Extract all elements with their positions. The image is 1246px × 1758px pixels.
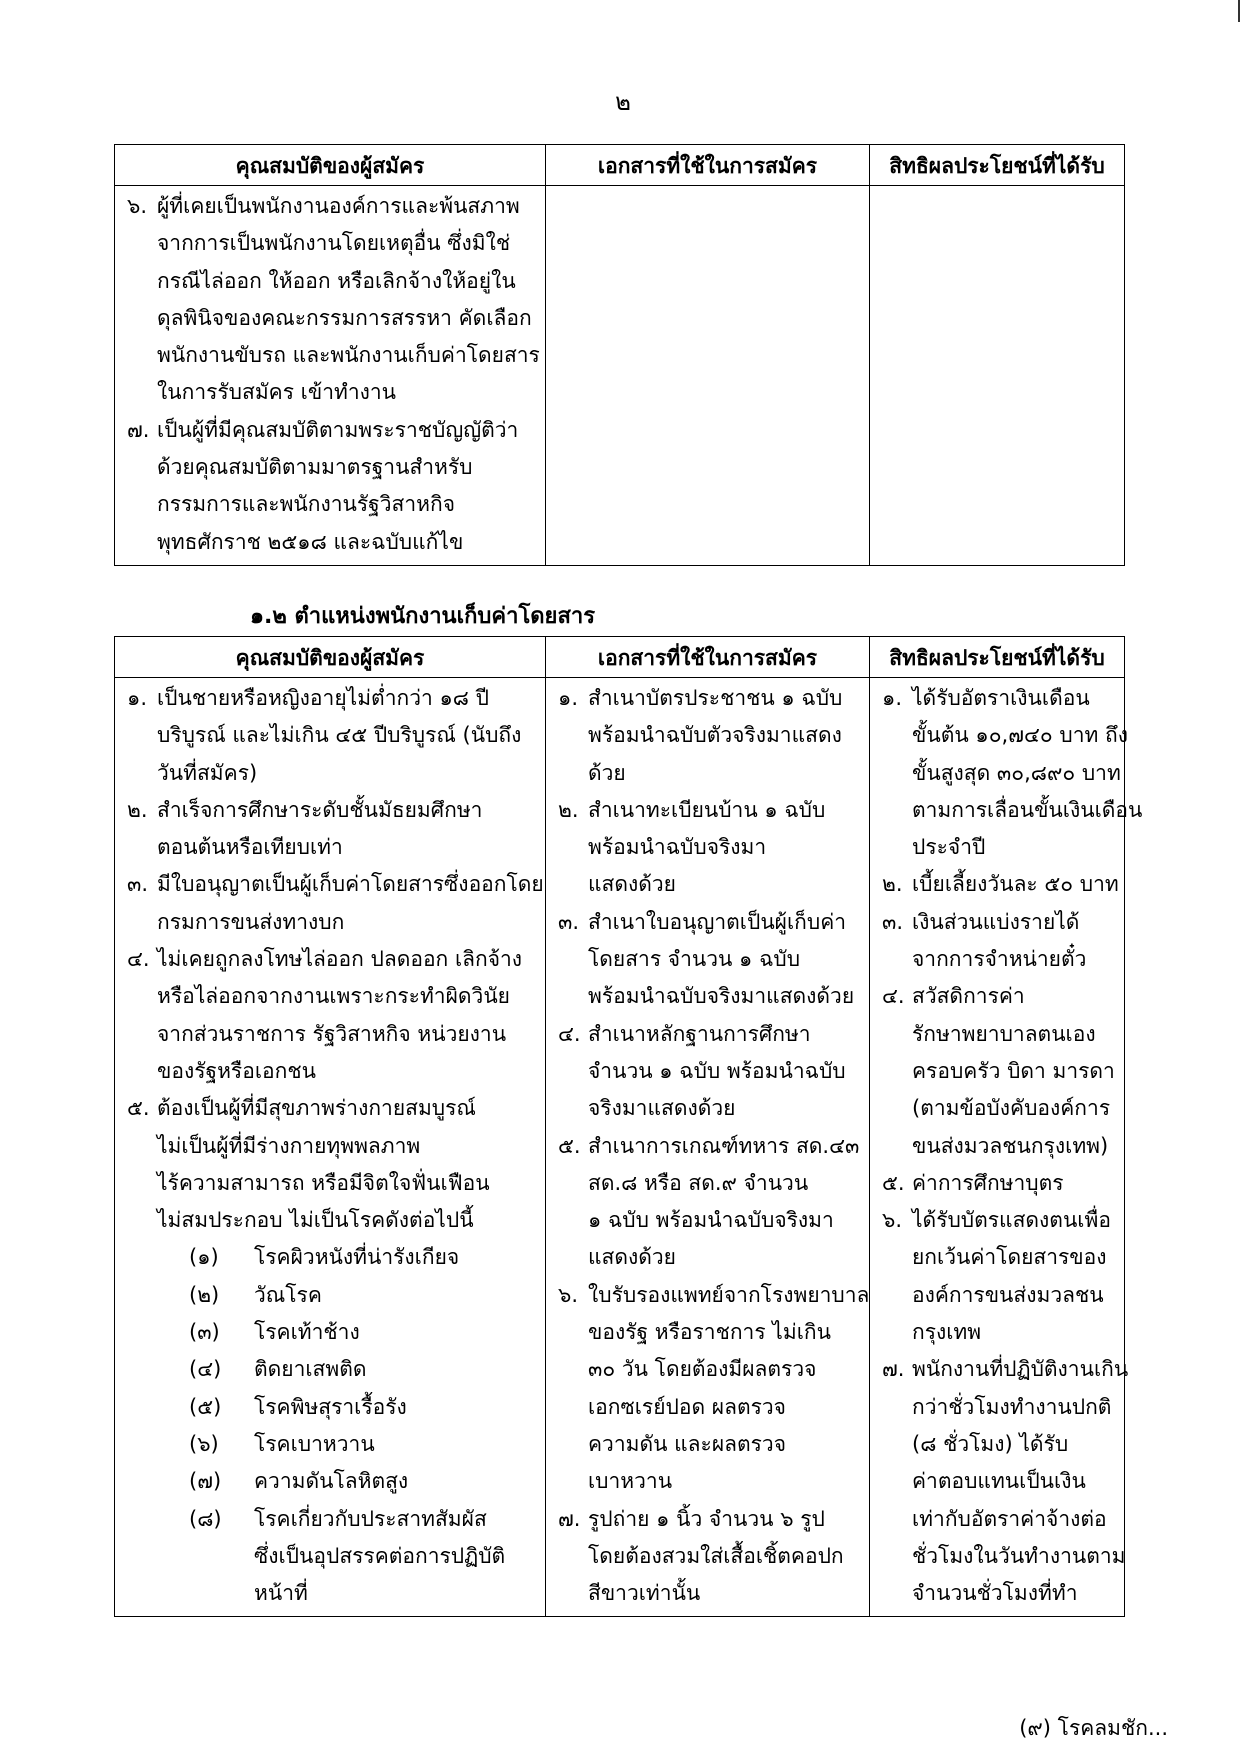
header-qualifications: คุณสมบัติของผู้สมัคร (115, 637, 546, 678)
item-text-continued: ไม่สมประกอบ ไม่เป็นโรคดังต่อไปนี้ (157, 1208, 474, 1233)
item-text-continued: พนักงานขับรถ และพนักงานเก็บค่าโดยสาร (157, 343, 540, 368)
item-text-continued: บริบูรณ์ และไม่เกิน ๔๕ ปีบริบูรณ์ (นับถึง (157, 723, 522, 748)
documents-cell (546, 678, 869, 1616)
qualifications-cell (115, 678, 545, 1616)
item-text-continued: ชั่วโมงในวันทำงานตาม (912, 1543, 1126, 1568)
disease-text: โรคเท้าช้าง (254, 1320, 360, 1345)
disease-item (127, 1538, 537, 1575)
item-text-continued: (๘ ชั่วโมง) ได้รับ (912, 1431, 1069, 1456)
item-text-continued: องค์การขนส่งมวลชน (912, 1282, 1104, 1307)
item-text-continued: ในการรับสมัคร เข้าทำงาน (157, 380, 397, 405)
item-text: ได้รับอัตราเงินเดือน (912, 686, 1090, 710)
list-item (558, 1501, 861, 1538)
header-benefits: สิทธิผลประโยชน์ที่ได้รับ (870, 145, 1125, 186)
qualifications-table-continued (114, 144, 1125, 566)
item-text-continued: ตอนต้นหรือเทียบเท่า (157, 835, 343, 860)
item-text-continued: รักษาพยาบาลตนเอง (912, 1021, 1096, 1046)
item-text: ผู้ที่เคยเป็นพนักงานองค์การและพ้นสภาพ (157, 194, 520, 218)
item-text-continued: สด.๘ หรือ สด.๙ จำนวน (588, 1170, 809, 1195)
item-text-continued: วันที่สมัคร) (157, 760, 258, 785)
page-number: ๒ (615, 88, 631, 116)
item-number: ๖. (127, 194, 148, 218)
disease-text: หน้าที่ (254, 1581, 308, 1606)
table-row (115, 186, 1125, 566)
item-text: ได้รับบัตรแสดงตนเพื่อ (912, 1208, 1111, 1233)
disease-number: (๖) (189, 1431, 219, 1456)
item-text-continued: จากการเป็นพนักงานโดยเหตุอื่น ซึ่งมิใช่ (157, 231, 511, 256)
item-text: ค่าการศึกษาบุตร (912, 1170, 1064, 1195)
disease-text: โรคพิษสุราเรื้อรัง (254, 1394, 407, 1419)
item-number: ๔. (127, 947, 150, 972)
item-text: รูปถ่าย ๑ นิ้ว จำนวน ๖ รูป (588, 1506, 825, 1531)
table-header-row (115, 145, 1125, 186)
item-number: ๗. (127, 417, 150, 442)
list-item (882, 680, 1116, 717)
documents-cell (546, 186, 869, 192)
disease-text: โรคเกี่ยวกับประสาทสัมผัส (254, 1506, 487, 1531)
scan-edge-mark (1238, 0, 1240, 22)
item-text: สวัสดิการค่า (912, 984, 1025, 1009)
item-text-continued: พุทธศักราช ๒๕๑๘ และฉบับแก้ไข (157, 529, 464, 554)
item-number: ๔. (558, 1021, 581, 1046)
item-text-continued: กรมการขนส่งทางบก (157, 909, 345, 934)
item-text-continued: จำนวนชั่วโมงที่ทำ (912, 1581, 1078, 1606)
item-number: ๖. (882, 1208, 903, 1233)
item-text-continued: เอกซเรย์ปอด ผลตรวจ (588, 1394, 786, 1419)
item-text-continued: ค่าตอบแทนเป็นเงิน (912, 1469, 1086, 1494)
item-text: เป็นผู้ที่มีคุณสมบัติตามพระราชบัญญัติว่า (157, 417, 519, 442)
disease-number: (๓) (189, 1320, 220, 1345)
item-text-continued: จากการจำหน่ายตั๋ว (912, 947, 1087, 972)
disease-number: (๒) (189, 1282, 220, 1307)
list-item (558, 1277, 870, 1314)
item-text-continued: เบาหวาน (588, 1469, 673, 1494)
list-item (558, 1128, 861, 1165)
list-item (127, 866, 544, 903)
item-text: ใบรับรองแพทย์จากโรงพยาบาล (588, 1282, 870, 1307)
item-text-continued: ไม่เป็นผู้ที่มีร่างกายทุพพลภาพ (157, 1133, 421, 1158)
item-text: สำเร็จการศึกษาระดับชั้นมัธยมศึกษา (157, 797, 483, 822)
list-item (127, 680, 537, 717)
item-number: ๖. (558, 1282, 579, 1307)
item-text-continued: ดุลพินิจของคณะกรรมการสรรหา คัดเลือก (157, 305, 532, 330)
item-number: ๔. (882, 984, 905, 1009)
disease-number (189, 1575, 254, 1612)
item-text: สำเนาทะเบียนบ้าน ๑ ฉบับ (588, 797, 826, 822)
qualifications-cell (115, 186, 545, 565)
item-number: ๑. (127, 686, 148, 710)
item-text-continued: กรณีไล่ออก ให้ออก หรือเลิกจ้างให้อยู่ใน (157, 268, 516, 293)
list-item (127, 941, 537, 978)
item-text-continued: ของรัฐหรือเอกชน (157, 1058, 316, 1083)
item-text-continued: จากส่วนราชการ รัฐวิสาหกิจ หน่วยงาน (157, 1021, 507, 1046)
disease-item (127, 1575, 537, 1612)
item-text-continued: ด้วย (588, 760, 626, 785)
disease-item (127, 1389, 537, 1426)
item-text: สำเนาหลักฐานการศึกษา (588, 1021, 811, 1046)
item-text-continued: ขั้นต้น ๑๐,๗๔๐ บาท ถึง (912, 723, 1128, 748)
disease-item (127, 1501, 537, 1538)
item-text-continued: สีขาวเท่านั้น (588, 1581, 701, 1606)
item-text: เงินส่วนแบ่งรายได้ (912, 909, 1080, 934)
item-text-continued: ด้วยคุณสมบัติตามมาตรฐานสำหรับ (157, 455, 473, 480)
list-item (882, 904, 1116, 941)
item-text-continued: ยกเว้นค่าโดยสารของ (912, 1245, 1107, 1270)
item-text-continued: ๓๐ วัน โดยต้องมีผลตรวจ (588, 1357, 817, 1382)
item-number: ๒. (558, 797, 579, 822)
disease-text: ความดันโลหิตสูง (254, 1469, 409, 1494)
item-text-continued: กว่าชั่วโมงทำงานปกติ (912, 1394, 1112, 1419)
disease-number: (๑) (189, 1245, 219, 1270)
header-documents: เอกสารที่ใช้ในการสมัคร (546, 637, 870, 678)
item-text: สำเนาบัตรประชาชน ๑ ฉบับ (588, 686, 843, 710)
item-text-continued: ๑ ฉบับ พร้อมนำฉบับจริงมา (588, 1208, 834, 1233)
item-text-continued: ตามการเลื่อนขั้นเงินเดือน (912, 797, 1143, 822)
benefits-cell (870, 678, 1143, 1616)
item-text-continued: จริงมาแสดงด้วย (588, 1096, 736, 1121)
disease-text: โรคผิวหนังที่น่ารังเกียจ (254, 1245, 460, 1270)
item-text: เป็นชายหรือหญิงอายุไม่ต่ำกว่า ๑๘ ปี (157, 686, 489, 710)
header-documents: เอกสารที่ใช้ในการสมัคร (546, 145, 870, 186)
list-item (882, 1165, 1116, 1202)
list-item (882, 866, 1119, 903)
list-item (558, 792, 861, 829)
item-text-continued: ของรัฐ หรือราชการ ไม่เกิน (588, 1320, 831, 1345)
item-number: ๑. (558, 686, 579, 710)
disease-item (127, 1277, 537, 1314)
item-text-continued: แสดงด้วย (588, 872, 676, 897)
continuation-note: (๙) โรคลมชัก... (1019, 1716, 1168, 1740)
item-text-continued: โดยสาร จำนวน ๑ ฉบับ (588, 947, 801, 972)
item-text-continued: พร้อมนำฉบับตัวจริงมาแสดง (588, 723, 842, 748)
disease-text: ติดยาเสพติด (254, 1357, 367, 1382)
disease-text: วัณโรค (254, 1282, 322, 1307)
item-text-continued: จำนวน ๑ ฉบับ พร้อมนำฉบับ (588, 1058, 846, 1083)
item-text-continued: ขนส่งมวลชนกรุงเทพ) (912, 1133, 1109, 1158)
list-item (882, 1202, 1116, 1239)
disease-number: (๕) (189, 1394, 222, 1419)
disease-item (127, 1314, 537, 1351)
item-text-continued: เท่ากับอัตราค่าจ้างต่อ (912, 1506, 1107, 1531)
item-number: ๒. (882, 872, 903, 897)
item-text: พนักงานที่ปฏิบัติงานเกิน (912, 1357, 1129, 1382)
item-text: สำเนาการเกณฑ์ทหาร สด.๔๓ (588, 1133, 860, 1158)
disease-number: (๘) (189, 1506, 222, 1531)
table-header-row (115, 637, 1125, 678)
item-text: สำเนาใบอนุญาตเป็นผู้เก็บค่า (588, 909, 847, 934)
item-text: ไม่เคยถูกลงโทษไล่ออก ปลดออก เลิกจ้าง (157, 947, 523, 972)
list-item (127, 188, 537, 225)
disease-number (189, 1538, 254, 1575)
item-text-continued: ขั้นสูงสุด ๓๐,๘๙๐ บาท (912, 760, 1121, 785)
disease-text: โรคเบาหวาน (254, 1431, 375, 1456)
list-item (558, 680, 861, 717)
section-title: ๑.๒ ตำแหน่งพนักงานเก็บค่าโดยสาร (250, 604, 596, 629)
item-text-continued: โดยต้องสวมใส่เสื้อเชิ้ตคอปก (588, 1543, 844, 1568)
item-text-continued: กรุงเทพ (912, 1320, 982, 1345)
header-benefits: สิทธิผลประโยชน์ที่ได้รับ (870, 637, 1125, 678)
disease-text: ซึ่งเป็นอุปสรรคต่อการปฏิบัติ (254, 1543, 506, 1568)
item-text: มีใบอนุญาตเป็นผู้เก็บค่าโดยสารซึ่งออกโดย (157, 872, 544, 897)
item-text-continued: พร้อมนำฉบับจริงมา (588, 835, 767, 860)
item-number: ๕. (127, 1096, 150, 1121)
item-text-continued: ครอบครัว บิดา มารดา (912, 1058, 1115, 1083)
disease-item (127, 1351, 537, 1388)
item-text-continued: พร้อมนำฉบับจริงมาแสดงด้วย (588, 984, 855, 1009)
list-item (127, 1090, 537, 1127)
table-row (115, 678, 1125, 1617)
item-text: ต้องเป็นผู้ที่มีสุขภาพร่างกายสมบูรณ์ (157, 1096, 476, 1121)
list-item (127, 792, 537, 829)
item-text: เบี้ยเลี้ยงวันละ ๕๐ บาท (912, 872, 1119, 897)
list-item (127, 412, 537, 449)
item-text-continued: ไร้ความสามารถ หรือมีจิตใจฟั่นเฟือน (157, 1170, 490, 1195)
item-number: ๕. (558, 1133, 581, 1158)
item-number: ๓. (127, 872, 149, 897)
item-text-continued: ประจำปี (912, 835, 986, 860)
disease-item (127, 1463, 537, 1500)
item-number: ๓. (558, 909, 580, 934)
disease-item (127, 1239, 537, 1276)
item-text-continued: หรือไล่ออกจากงานเพราะกระทำผิดวินัย (157, 984, 510, 1009)
disease-number: (๗) (189, 1469, 222, 1494)
fare-collector-table (114, 636, 1143, 1617)
item-number: ๑. (882, 686, 903, 710)
benefits-cell (870, 186, 1124, 192)
item-number: ๗. (882, 1357, 905, 1382)
item-number: ๗. (558, 1506, 581, 1531)
item-number: ๓. (882, 909, 904, 934)
disease-number: (๔) (189, 1357, 222, 1382)
item-number: ๒. (127, 797, 148, 822)
list-item (882, 1351, 1129, 1388)
item-text-continued: แสดงด้วย (588, 1245, 676, 1270)
item-text-continued: (ตามข้อบังคับองค์การ (912, 1096, 1111, 1121)
list-item (882, 978, 1116, 1015)
header-qualifications: คุณสมบัติของผู้สมัคร (115, 145, 546, 186)
list-item (558, 1016, 861, 1053)
disease-item (127, 1426, 537, 1463)
item-text-continued: ความดัน และผลตรวจ (588, 1431, 787, 1456)
item-text-continued: กรรมการและพนักงานรัฐวิสาหกิจ (157, 492, 456, 517)
list-item (558, 904, 861, 941)
item-number: ๕. (882, 1170, 905, 1195)
